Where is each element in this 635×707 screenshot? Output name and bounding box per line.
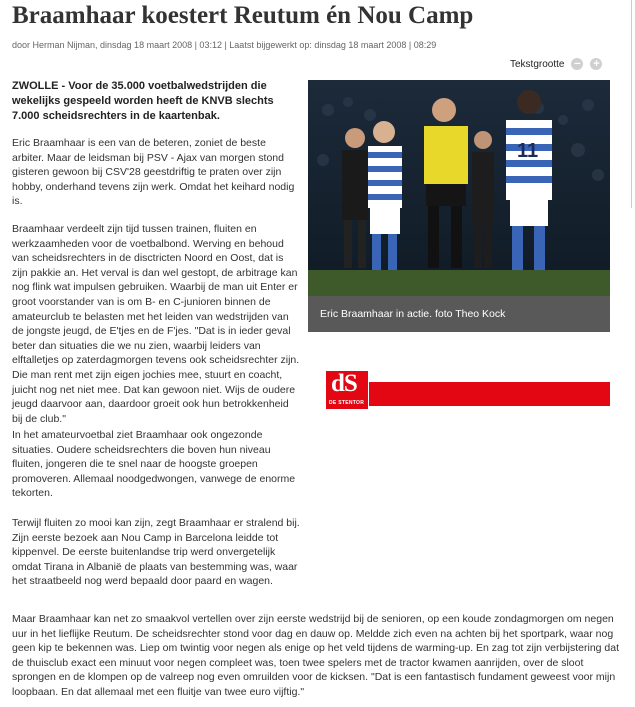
- de-stentor-banner[interactable]: [325, 370, 610, 410]
- decrease-text-size-button[interactable]: −: [571, 58, 583, 70]
- article-photo[interactable]: [308, 80, 610, 296]
- article-lead: ZWOLLE - Voor de 35.000 voetbalwedstrijden die wekelijks gespeeld worden heeft de KNVB slechts 7.000 scheidsrechters in de kaartenbak.: [12, 80, 274, 122]
- divider: [631, 0, 632, 208]
- article-paragraph: In het amateurvoetbal ziet Braamhaar ook ongezonde situaties. Oudere scheidsrechters die boven hun niveau fluiten, jongeren die te snel naar de hoogste groepen promoveren. Allemaal noodgedwongen, vanwege de enorme tekorten.: [12, 429, 296, 500]
- article-paragraph: Braamhaar verdeelt zijn tijd tussen trainen, fluiten en werkzaamheden voor de voetbalbond. Werving en behoud van scheidsrechters in de disctricten Noord en Oost, dat is zijn pakkie an. Het verval is dan wel gestopt, de arbitrage kan nog flink wat impulsen gebruiken. Waarbij de man uit Enter er groot voorstander van is om B- en C-junioren binnen de amateurclub te belasten met het leiden van wedstrijden van de jongste jeugd, de E'tjes en de F'jes. "Dat is in ieder geval beter dan situaties die we nu zien, waarbij leiders van elftalletjes op zaterdagmorgen tevens ook scheidsrechter zijn. Die man rent met zijn eigen jochies mee, stuurt en coacht, juicht nog net niet mee. Dat kan gewoon niet. Wijs de oudere jeugd daarvoor aan, daardoor groeit ook hun betrokkenheid bij de club.": [12, 223, 300, 425]
- logo-mark: dS: [331, 370, 357, 397]
- article-paragraph: Terwijl fluiten zo mooi kan zijn, zegt Braamhaar er stralend bij. Zijn eerste bezoek aan Nou Camp in Barcelona leidde tot kippenvel. De eerste buitenlandse trip werd onvergetelijk omdat Tirana in Albanië de plaats van bestemming was, waar het straatbeeld nog werd bepaald door paard en wagen.: [12, 517, 300, 588]
- de-stentor-logo: [325, 370, 369, 410]
- referee-photo-image: [308, 80, 610, 296]
- article-paragraph: Eric Braamhaar is een van de beteren, zoniet de beste arbiter. Maar de leidsman bij PSV - Ajax van morgen stond gisteren gewoon bij CSV'28 geestdriftig te praten over zijn hobby, onderhand tevens zijn werk. Omdat het keihard nodig is.: [12, 137, 295, 208]
- increase-text-size-button[interactable]: +: [590, 58, 602, 70]
- article-title: Braamhaar koestert Reutum én Nou Camp: [12, 2, 474, 29]
- banner-bar: [335, 382, 610, 406]
- article-paragraph: Maar Braamhaar kan net zo smaakvol vertellen over zijn eerste wedstrijd bij de senioren, op een koude zondagmorgen om negen uur in het lieflijke Reutum. De scheidsrechter stond voor dag en dauw op. Meldde zich even na achten bij het sportpark, waar nog geen kip te bekennen was. Liep om twintig voor negen als enige op het veld tijdens de warming-up. En zag tot zijn verbijstering dat de thuisclub exact een minuut voor negen compleet was, toen twee spelers met de tractor kwamen aanrijden, over de sloot sprongen en de klompen op de valreep nog even omruilden voor de kicksen. "Dat is een fantastisch fundament geweest voor mijn loopbaan. En dat allemaal met een fluitje van twee euro vijftig.": [12, 613, 620, 698]
- text-size-label: Tekstgrootte: [510, 58, 565, 70]
- photo-caption: Eric Braamhaar in actie. foto Theo Kock: [308, 296, 610, 332]
- shirt-number: 11: [517, 140, 539, 162]
- text-size-control: [510, 58, 602, 70]
- logo-subtext: DE STENTOR: [329, 400, 365, 406]
- article-byline: door Herman Nijman, dinsdag 18 maart 2008 | 03:12 | Laatst bijgewerkt op: dinsdag 18 maart 2008 | 08:29: [12, 40, 437, 50]
